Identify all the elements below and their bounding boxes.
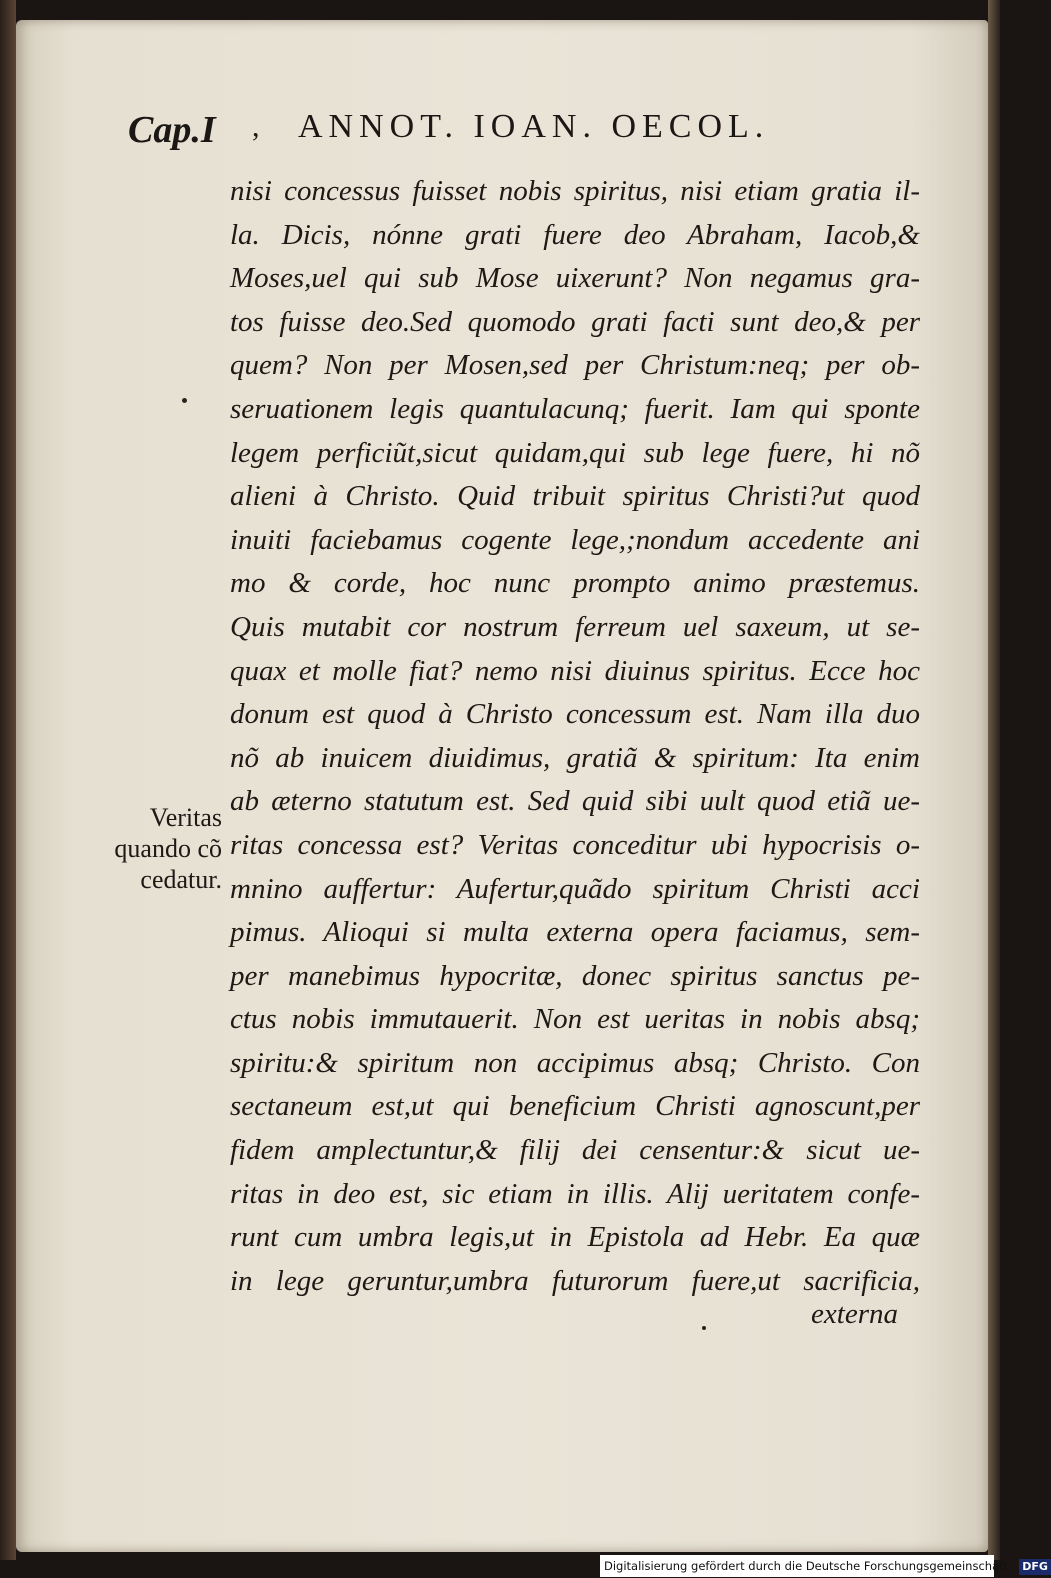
dfg-logo: DFG — [1019, 1559, 1051, 1575]
running-title: ANNOT. IOAN. OECOL. — [298, 108, 770, 145]
text-line: ab æterno statutum est. Sed quid sibi uult quod etiã ue- — [230, 785, 920, 818]
text-line: seruationem legis quantulacunq; fuerit. Iam qui sponte — [230, 392, 920, 425]
text-line: fidem amplectuntur,& filij dei censentur:& sicut ue- — [230, 1134, 920, 1167]
text-line: ritas in deo est, sic etiam in illis. Alij ueritatem confe- — [230, 1177, 920, 1210]
text-line: ctus nobis immutauerit. Non est ueritas in nobis absq; — [230, 1003, 920, 1036]
digitization-credit-text: Digitalisierung gefördert durch die Deutsche Forschungsgemeinschaft - — [604, 1559, 1016, 1573]
text-line: tos fuisse deo.Sed quomodo grati facti sunt deo,& per — [230, 305, 920, 338]
book-binding-left — [0, 0, 16, 1560]
main-text-block — [230, 170, 920, 1303]
text-line: nõ ab inuicem diuidimus, gratiã & spiritum: Ita enim — [230, 741, 920, 774]
text-line: sectaneum est,ut qui beneficium Christi agnoscunt,per — [230, 1090, 920, 1123]
text-line: ritas concessa est? Veritas conceditur ubi hypocrisis o- — [230, 828, 920, 861]
marginal-note-line: cedatur. — [140, 865, 222, 894]
page-header — [16, 108, 988, 158]
text-line: Quis mutabit cor nostrum ferreum uel saxeum, ut se- — [230, 610, 920, 643]
text-line: per manebimus hypocritæ, donec spiritus sanctus pe- — [230, 959, 920, 992]
book-binding-right — [988, 0, 1000, 1560]
text-line: alieni à Christo. Quid tribuit spiritus Christi?ut quod — [230, 480, 920, 513]
marginal-note-line: quando cõ — [114, 834, 222, 863]
text-line: inuiti faciebamus cogente lege,;nondum accedente ani — [230, 523, 920, 556]
digitization-credit-bar — [600, 1555, 1048, 1577]
text-line: mnino auffertur: Aufertur,quãdo spiritum Christi acci — [230, 872, 920, 905]
text-line: la. Dicis, nónne grati fuere deo Abraham, Iacob,& — [230, 218, 920, 251]
text-line: legem perficiũt,sicut quidam,qui sub lege fuere, hi nõ — [230, 436, 920, 469]
text-line: quax et molle fiat? nemo nisi diuinus spiritus. Ecce hoc — [230, 654, 920, 687]
ink-speck — [702, 1326, 706, 1330]
text-line: nisi concessus fuisset nobis spiritus, nisi etiam gratia il- — [230, 175, 920, 207]
book-page — [16, 20, 988, 1552]
text-line: in lege geruntur,umbra futurorum fuere,ut sacrificia, — [230, 1264, 920, 1297]
chapter-marker: Cap.I — [128, 109, 216, 151]
text-line: runt cum umbra legis,ut in Epistola ad Hebr. Ea quæ — [230, 1221, 920, 1254]
text-line: spiritu:& spiritum non accipimus absq; Christo. Con — [230, 1046, 920, 1079]
marginal-note-line: Veritas — [149, 803, 222, 832]
ink-speck — [182, 398, 187, 403]
marginal-note — [72, 802, 222, 895]
header-separator: , — [252, 110, 260, 143]
text-line: mo & corde, hoc nunc prompto animo præstemus. — [230, 567, 920, 600]
text-line: Moses,uel qui sub Mose uixerunt? Non negamus gra- — [230, 262, 920, 295]
text-line: pimus. Alioqui si multa externa opera faciamus, sem- — [230, 916, 920, 949]
catchword: externa — [811, 1298, 898, 1330]
text-line: quem? Non per Mosen,sed per Christum:neq; per ob- — [230, 349, 920, 382]
text-line: donum est quod à Christo concessum est. Nam illa duo — [230, 698, 920, 731]
